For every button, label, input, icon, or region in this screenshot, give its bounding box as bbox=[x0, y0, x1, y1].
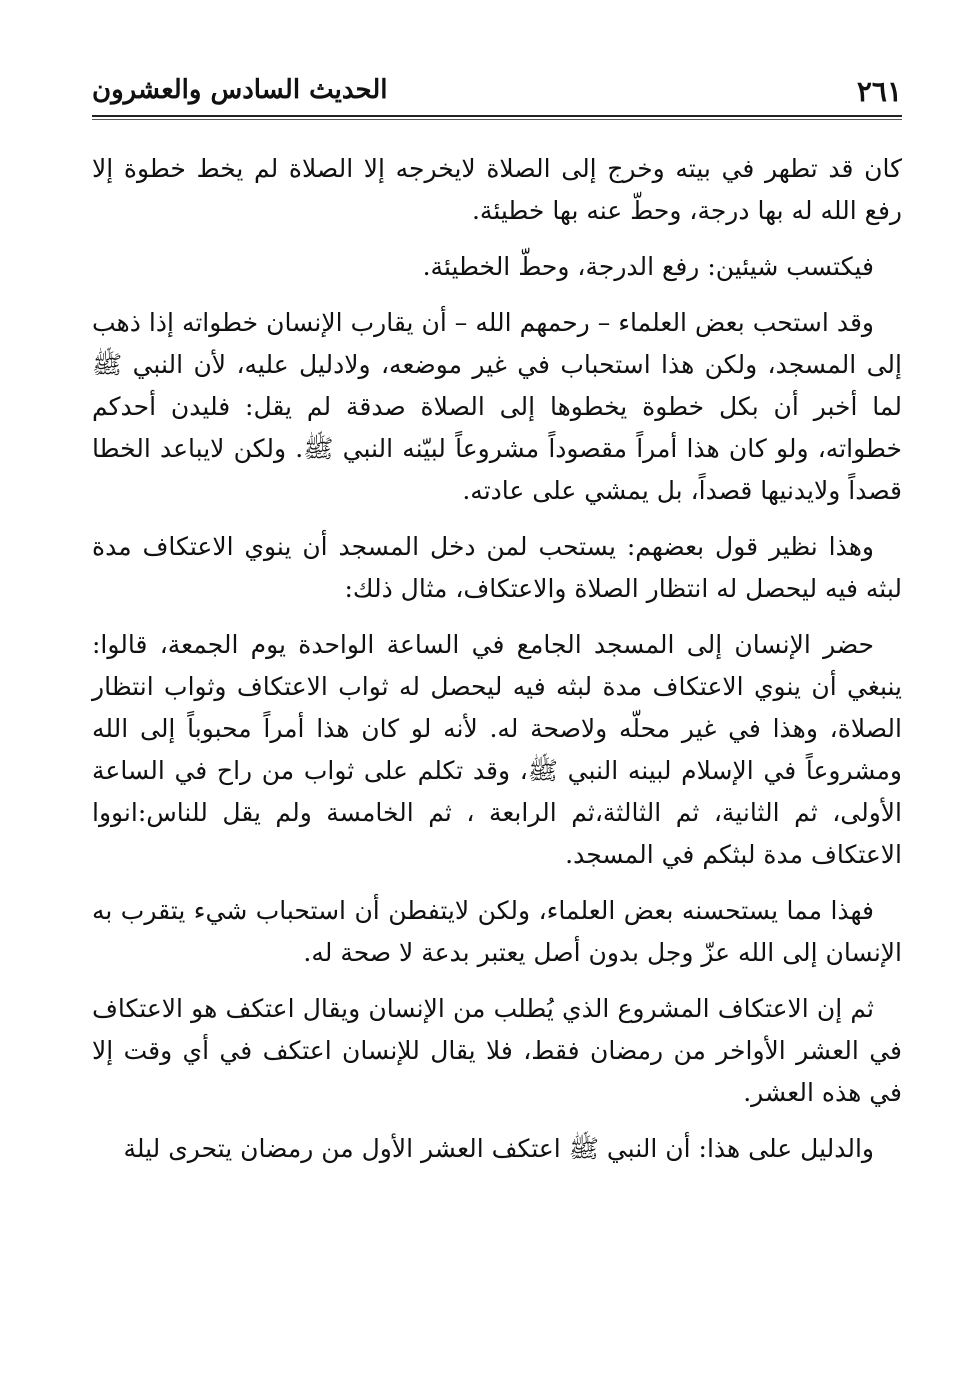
paragraph-continuation: كان قد تطهر في بيته وخرج إلى الصلاة لايخرجه إلا الصلاة لم يخط خطوة إلا رفع الله له بها درجة، وحطّ عنه بها خطيئة. bbox=[92, 154, 902, 225]
paragraph: حضر الإنسان إلى المسجد الجامع في الساعة الواحدة يوم الجمعة، قالوا: ينبغي أن ينوي الاعتكاف مدة لبثه فيه ليحصل له ثواب الاعتكاف وثواب انتظار الصلاة، وهذا في غير محلّه ولاصحة له. لأنه لو كان هذا أمراً محبوباً إلى الله ومشروعاً في الإسلام لبينه النبي ﷺ، وقد تكلم على ثواب من راح في الساعة الأولى، ثم الثانية، ثم الثالثة،ثم الرابعة ، ثم الخامسة ولم يقل للناس:انووا الاعتكاف مدة لبثكم في المسجد. bbox=[92, 630, 902, 869]
paragraph: فيكتسب شيئين: رفع الدرجة، وحطّ الخطيئة. bbox=[422, 252, 874, 281]
paragraph: فهذا مما يستحسنه بعض العلماء، ولكن لايتفطن أن استحباب شيء يتقرب به الإنسان إلى الله عزّ وجل بدون أصل يعتبر بدعة لا صحة له. bbox=[92, 896, 902, 967]
page-number: ٢٦١ bbox=[856, 75, 902, 108]
paragraph: والدليل على هذا: أن النبي ﷺ اعتكف العشر الأول من رمضان يتحرى ليلة bbox=[123, 1134, 874, 1163]
running-title: الحديث السادس والعشرون bbox=[92, 75, 388, 105]
paragraph: وهذا نظير قول بعضهم: يستحب لمن دخل المسجد أن ينوي الاعتكاف مدة لبثه فيه ليحصل له انتظار الصلاة والاعتكاف، مثال ذلك: bbox=[92, 532, 902, 603]
header-divider bbox=[92, 115, 902, 120]
body-text bbox=[92, 148, 902, 1184]
paragraph: ثم إن الاعتكاف المشروع الذي يُطلب من الإنسان ويقال اعتكف هو الاعتكاف في العشر الأواخر من رمضان فقط، فلا يقال للإنسان اعتكف في أي وقت إلا في هذه العشر. bbox=[92, 994, 902, 1107]
page-header bbox=[92, 72, 902, 112]
paragraph: وقد استحب بعض العلماء – رحمهم الله – أن يقارب الإنسان خطواته إذا ذهب إلى المسجد، ولكن هذا استحباب في غير موضعه، ولادليل عليه، لأن النبي ﷺ لما أخبر أن بكل خطوة يخطوها إلى الصلاة صدقة لم يقل: فليدن أحدكم خطواته، ولو كان هذا أمراً مقصوداً مشروعاً لبيّنه النبي ﷺ. ولكن لايباعد الخطا قصداً ولايدنيها قصداً، بل يمشي على عادته. bbox=[92, 308, 902, 505]
